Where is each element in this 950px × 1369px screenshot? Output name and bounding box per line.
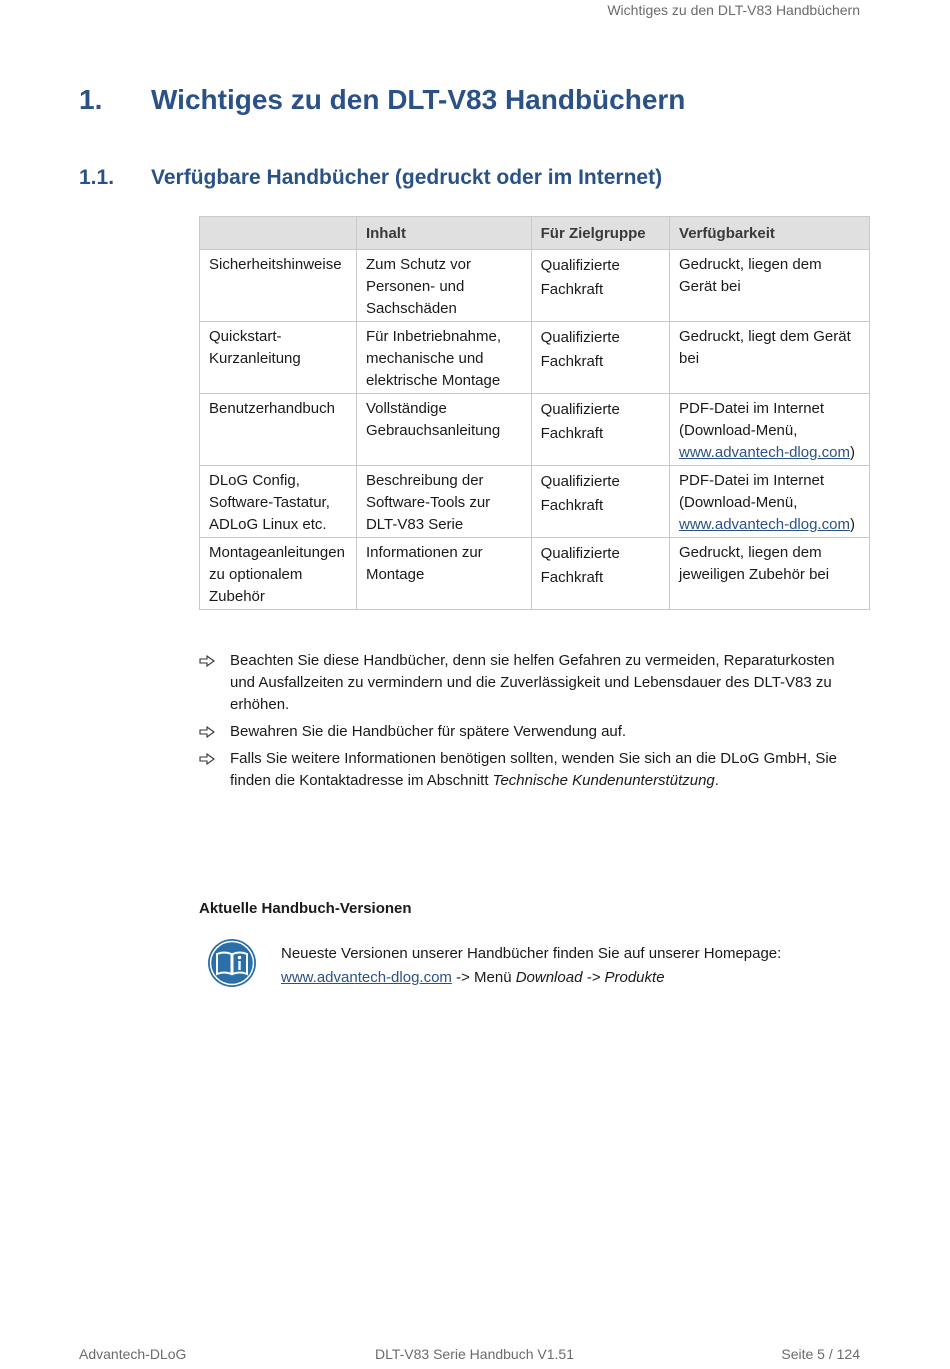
manual-availability: PDF-Datei im Internet (Download-Menü, xyxy=(679,472,825,511)
table-header-cell: Verfügbarkeit xyxy=(670,217,870,250)
manual-content: Vollständige Gebrauchsanleitung xyxy=(356,394,531,466)
manual-target-group: Qualifizierte Fachkraft xyxy=(531,394,669,466)
manual-availability-cell xyxy=(670,466,870,538)
manual-download-link[interactable]: www.advantech-dlog.com xyxy=(679,516,850,533)
list-item-text: Beachten Sie diese Handbücher, denn sie helfen Gefahren zu vermeiden, Reparaturkosten und Ausfallzeiten zu vermindern und die Zuverlässigkeit und Lebensdauer des DLT-V83 zu erhöhen. xyxy=(230,652,835,713)
arrow-right-icon xyxy=(199,655,215,667)
manual-name: DLoG Config, Software-Tastatur, ADLoG Linux etc. xyxy=(200,466,357,538)
manual-name: Montageanleitungen zu optionalem Zubehör xyxy=(200,538,357,610)
manual-name: Quickstart-Kurzanleitung xyxy=(200,322,357,394)
homepage-link[interactable]: www.advantech-dlog.com xyxy=(281,969,452,986)
list-item-text: Falls Sie weitere Informationen benötigen sollten, wenden Sie sich an die DLoG GmbH, Sie finden die Kontaktadresse im Abschnitt xyxy=(230,750,837,789)
chapter-heading xyxy=(79,84,685,116)
manual-availability: Gedruckt, liegt dem Gerät bei xyxy=(670,322,870,394)
section-heading xyxy=(79,166,662,190)
table-row xyxy=(200,394,870,466)
chapter-number: 1. xyxy=(79,84,103,115)
manual-availability: Gedruckt, liegen dem jeweiligen Zubehör bei xyxy=(670,538,870,610)
table-header-cell: Inhalt xyxy=(356,217,531,250)
arrow-right-icon xyxy=(199,753,215,765)
manual-content: Für Inbetriebnahme, mechanische und elektrische Montage xyxy=(356,322,531,394)
instruction-list xyxy=(199,650,859,797)
manual-availability: Gedruckt, liegen dem Gerät bei xyxy=(670,250,870,322)
versions-heading: Aktuelle Handbuch-Versionen xyxy=(199,900,412,917)
manuals-table xyxy=(199,216,870,610)
manual-target-group: Qualifizierte Fachkraft xyxy=(531,322,669,394)
footer-document: DLT-V83 Serie Handbuch V1.51 xyxy=(375,1346,574,1362)
footer-page-number: Seite 5 / 124 xyxy=(781,1346,860,1362)
manual-target-group: Qualifizierte Fachkraft xyxy=(531,466,669,538)
table-row xyxy=(200,466,870,538)
versions-line: Neueste Versionen unserer Handbücher finden Sie auf unserer Homepage: xyxy=(281,945,782,962)
footer-company: Advantech-DLoG xyxy=(79,1346,187,1362)
section-number: 1.1. xyxy=(79,166,115,189)
menu-path: Download -> Produkte xyxy=(515,969,665,986)
table-header-cell: Für Zielgruppe xyxy=(531,217,669,250)
list-item-text: Bewahren Sie die Handbücher für spätere Verwendung auf. xyxy=(230,723,627,740)
table-row xyxy=(200,250,870,322)
section-title: Verfügbare Handbücher (gedruckt oder im Internet) xyxy=(151,166,663,189)
list-item-end: . xyxy=(714,772,719,789)
manual-content: Zum Schutz vor Personen- und Sachschäden xyxy=(356,250,531,322)
cross-reference: Technische Kundenunterstützung xyxy=(492,772,715,789)
manual-target-group: Qualifizierte Fachkraft xyxy=(531,250,669,322)
manual-availability: PDF-Datei im Internet (Download-Menü, xyxy=(679,400,825,439)
arrow-right-icon xyxy=(199,726,215,738)
link-suffix: ) xyxy=(849,516,855,533)
link-suffix: ) xyxy=(849,444,855,461)
chapter-title: Wichtiges zu den DLT-V83 Handbüchern xyxy=(151,84,686,115)
info-book-icon xyxy=(207,938,257,988)
manual-target-group: Qualifizierte Fachkraft xyxy=(531,538,669,610)
manual-content: Informationen zur Montage xyxy=(356,538,531,610)
table-row xyxy=(200,538,870,610)
running-header: Wichtiges zu den DLT-V83 Handbüchern xyxy=(607,2,860,18)
versions-note xyxy=(281,942,781,990)
manual-name: Benutzerhandbuch xyxy=(200,394,357,466)
menu-path-text: -> Menü xyxy=(451,969,516,986)
manual-availability-cell xyxy=(670,394,870,466)
table-header-row xyxy=(200,217,870,250)
manual-download-link[interactable]: www.advantech-dlog.com xyxy=(679,444,850,461)
manual-name: Sicherheitshinweise xyxy=(200,250,357,322)
table-header-cell xyxy=(200,217,357,250)
list-item xyxy=(199,650,859,716)
table-row xyxy=(200,322,870,394)
manual-content: Beschreibung der Software-Tools zur DLT-V83 Serie xyxy=(356,466,531,538)
list-item xyxy=(199,748,859,792)
list-item xyxy=(199,721,859,743)
